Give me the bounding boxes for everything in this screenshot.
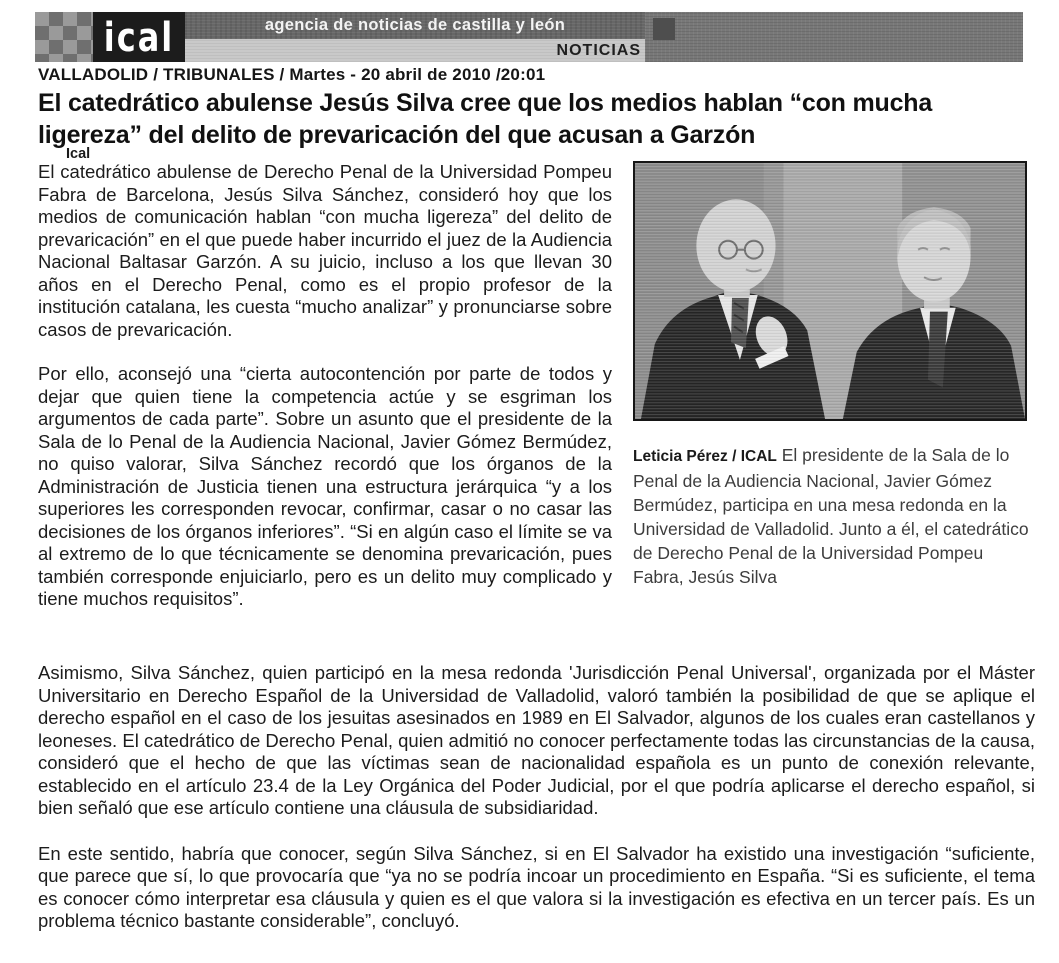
byline: Ical [66, 146, 91, 162]
agency-tagline-text: agencia de noticias de castilla y león [264, 16, 566, 34]
ical-logo-text: ical [103, 13, 175, 61]
photo-credit: Leticia Pérez / ICAL [633, 448, 777, 465]
news-photo [633, 161, 1027, 421]
checker-pattern-decoration [35, 12, 93, 62]
paragraph: Asimismo, Silva Sánchez, quien participó en la mesa redonda 'Jurisdicción Penal Universal', organizada por el Máster Universitario en Derecho Español de la Universidad de Valladolid, valoró también la posibilidad de que se aplique el derecho español en el caso de los jesuitas asesinados en 1989 en El Salvador, algunos de los cuales eran castellanos y leoneses. El catedrático de Derecho Penal, quien admitió no conocer perfectamente todas las circunstancias de la causa, consideró que el hecho de que las víctimas sean de nacionalidad española es un punto de conexión relevante, establecido en el artículo 23.4 de la Ley Orgánica del Poder Judicial, por el que podría aplicarse el derecho español, si bien señaló que ese artículo contiene una cláusula de subsidiaridad. [38, 662, 1035, 818]
paragraph: En este sentido, habría que conocer, según Silva Sánchez, si en El Salvador ha existido una investigación “suficiente, que parece que sí, lo que provocaría que “ya no se podría incoar un procedimiento en España. “Si es suficiente, el tema es conocer cómo interpretar esa cláusula y quien es el que valora si la investigación es efectiva en un tercer país. Es un problema técnico bastante considerable”, concluyó. [38, 842, 1035, 931]
banner-middle [185, 12, 645, 62]
kicker-dateline: VALLADOLID / TRIBUNALES / Martes - 20 abril de 2010 /20:01 [38, 65, 546, 84]
article-top-section [38, 161, 1035, 633]
photo-caption-text: El presidente de la Sala de lo Penal de la Audiencia Nacional, Javier Gómez Bermúdez, participa en una mesa redonda en la Universidad de Valladolid. Junto a él, el catedrático de Derecho Penal de la Universidad Pompeu Fabra, Jesús Silva [633, 445, 1029, 587]
noticias-label: NOTICIAS [556, 41, 641, 59]
headline: El catedrático abulense Jesús Silva cree que los medios hablan “con mucha ligereza” del delito de prevaricación del que acusan a Garzón [38, 89, 933, 149]
article-bottom-section [38, 662, 1035, 956]
agency-tagline [185, 12, 645, 39]
paragraph: El catedrático abulense de Derecho Penal de la Universidad Pompeu Fabra de Barcelona, Jesús Silva Sánchez, consideró hoy que los medios de comunicación hablan “con mucha ligereza” del delito de prevaricación” en el que puede haber incurrido el juez de la Audiencia Nacional Baltasar Garzón. A su juicio, incluso a los que llevan 30 años en el Derecho Penal, como es el propio profesor de la institución catalana, les cuesta “mucho analizar” y pronunciarse sobre casos de prevaricación. [38, 161, 612, 340]
banner-right-decoration [645, 12, 1023, 62]
photo-caption [633, 443, 1031, 589]
news-figure [633, 161, 1035, 633]
noticias-strip [185, 39, 645, 62]
header-banner [35, 12, 1023, 62]
paragraph: Por ello, aconsejó una “cierta autocontención por parte de todos y dejar que quien tiene la competencia actúe y se esgriman los argumentos de cada parte”. Sobre un asunto que el presidente de la Sala de lo Penal de la Audiencia Nacional, Javier Gómez Bermúdez, no quiso valorar, Silva Sánchez recordó que los órganos de la Administración de Justicia tienen una estructura jerárquica “y a los superiores les corresponden revocar, confirmar, casar o no casar las decisiones de los órganos inferiores”. “Si en algún caso el límite se va al extremo de lo que técnicamente se denomina prevaricación, pues también corresponde enjuiciarlo, pero es un delito muy complicado y tiene muchos requisitos”. [38, 363, 612, 609]
left-text-column [38, 161, 612, 633]
ical-logo [93, 12, 185, 62]
